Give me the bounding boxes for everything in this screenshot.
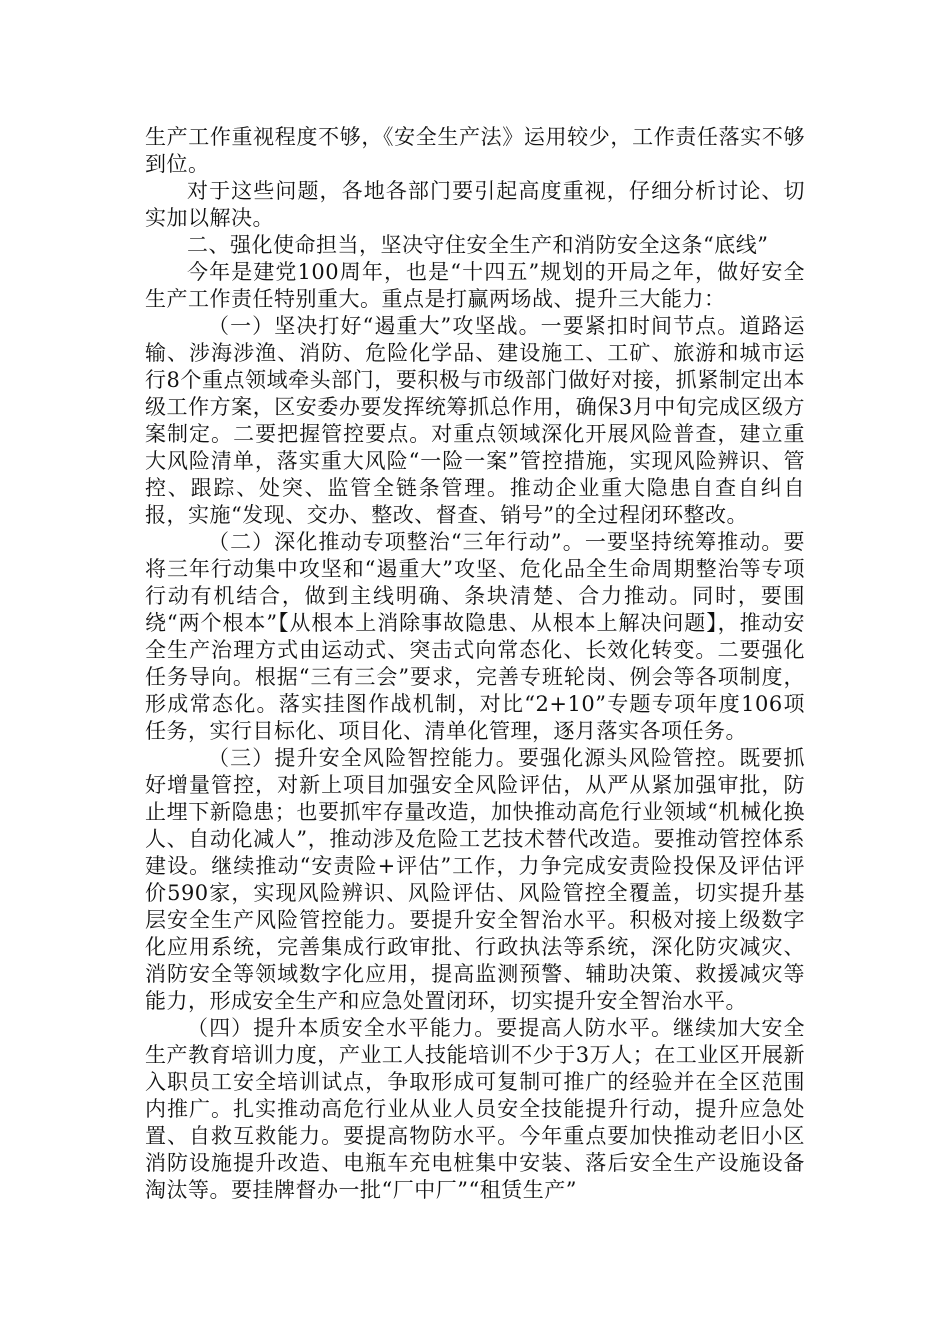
paragraph-item-three: （三）提升安全风险智控能力。要强化源头风险管控。既要抓好增量管控，对新上项目加强安全风险评估，从严从紧加强审批，防止埋下新隐患；也要抓牢存量改造，加快推动高危行业领域“机械化换人、自动化减人”，推动涉及危险工艺技术替代改造。要推动管控体系建设。继续推动“安责险+评估”工作，力争完成安责险投保及评估评价590家，实现风险辨识、风险评估、风险管控全覆盖，切实提升基层安全生产风险管控能力。要提升安全智治水平。积极对接上级数字化应用系统，完善集成行政审批、行政执法等系统，深化防灾减灾、消防安全等领域数字化应用，提高监测预警、辅助决策、救援减灾等能力，形成安全生产和应急处置闭环，切实提升安全智治水平。 — [145, 746, 805, 1013]
paragraph-continuation: 生产工作重视程度不够，《安全生产法》运用较少，工作责任落实不够到位。 — [145, 125, 805, 176]
paragraph-problems-response: 对于这些问题，各地各部门要引起高度重视，仔细分析讨论、切实加以解决。 — [145, 179, 805, 230]
document-page — [145, 124, 805, 1204]
section-heading-two: 二、强化使命担当，坚决守住安全生产和消防安全这条“底线” — [187, 233, 769, 257]
paragraph-item-one: （一）坚决打好“遏重大”攻坚战。一要紧扣时间节点。道路运输、涉海涉渔、消防、危险化学品、建设施工、工矿、旅游和城市运行8个重点领域牵头部门，要积极与市级部门做好对接，抓紧制定出本级工作方案，区安委办要发挥统筹抓总作用，确保3月中旬完成区级方案制定。二要把握管控要点。对重点领域深化开展风险普查，建立重大风险清单，落实重大风险“一险一案”管控措施，实现风险辨识、管控、跟踪、处突、监管全链条管理。推动企业重大隐患自查自纠自报，实施“发现、交办、整改、督查、销号”的全过程闭环整改。 — [145, 314, 805, 527]
paragraph-item-four: （四）提升本质安全水平能力。要提高人防水平。继续加大安全生产教育培训力度，产业工人技能培训不少于3万人；在工业区开展新入职员工安全培训试点，争取形成可复制可推广的经验并在全区范围内推广。扎实推动高危行业从业人员安全技能提升行动，提升应急处置、自救互救能力。要提高物防水平。今年重点要加快推动老旧小区消防设施提升改造、电瓶车充电桩集中安装、落后安全生产设施设备淘汰等。要挂牌督办一批“厂中厂”“租赁生产” — [145, 1016, 805, 1202]
paragraph-year-intro: 今年是建党100周年，也是“十四五”规划的开局之年，做好安全生产工作责任特别重大。重点是打赢两场战、提升三大能力： — [145, 260, 805, 311]
paragraph-item-two: （二）深化推动专项整治“三年行动”。一要坚持统筹推动。要将三年行动集中攻坚和“遏重大”攻坚、危化品全生命周期整治等专项行动有机结合，做到主线明确、条块清楚、合力推动。同时，要围绕“两个根本”【从根本上消除事故隐患、从根本上解决问题】，推动安全生产治理方式由运动式、突击式向常态化、长效化转变。二要强化任务导向。根据“三有三会”要求，完善专班轮岗、例会等各项制度，形成常态化。落实挂图作战机制，对比“2+10”专题专项年度106项任务，实行目标化、项目化、清单化管理，逐月落实各项任务。 — [145, 530, 805, 743]
